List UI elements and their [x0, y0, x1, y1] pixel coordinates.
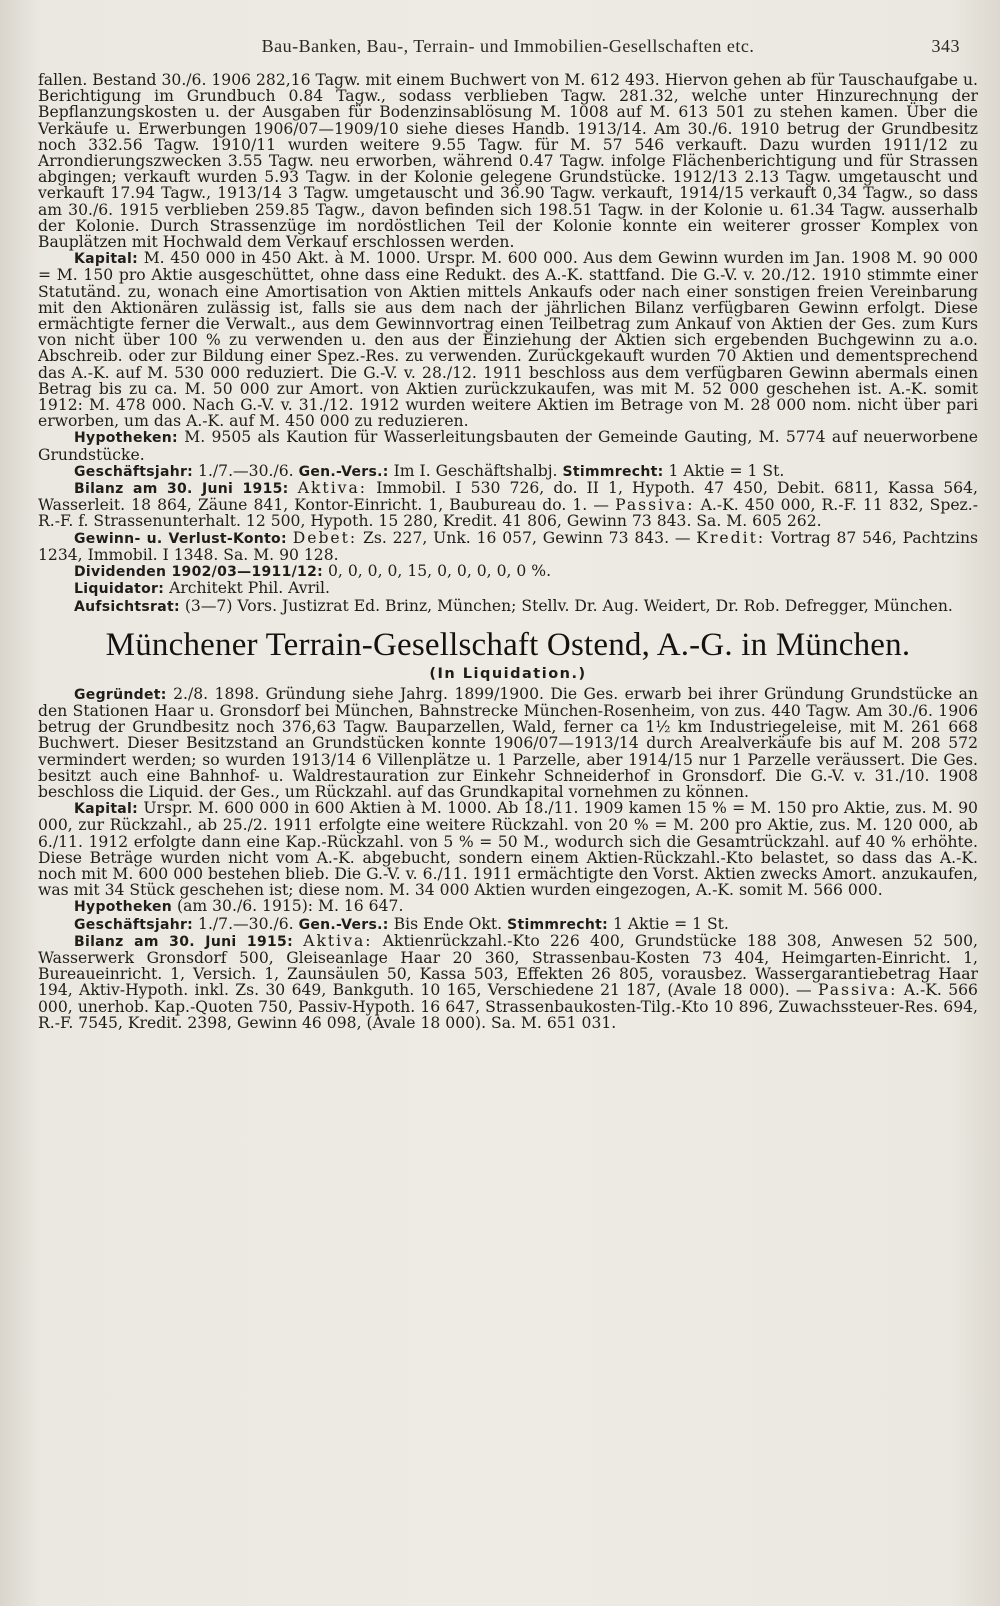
paragraph-bilanz: [38, 480, 978, 530]
label-kapital: Kapital:: [74, 251, 139, 268]
text-passiva: A.-K. 450 000, R.-F. 11 832, Spez.-R.-F. f. Strassenunterhalt. 12 500, Hypoth. 15 280, Kredit. 41 806, Gewinn 73 843. Sa. M. 605 262.: [38, 496, 979, 531]
text-kapital: M. 450 000 in 450 Akt. à M. 1000. Urspr. M. 600 000. Aus dem Gewinn wurden im Jan. 1908 M. 90 000 = M. 150 pro Aktie ausgeschüttet, ohne dass eine Redukt. des A.-K. stattfand. Die G.-V. v. 20./12. 1910 stimmte einer Statutänd. zu, wonach eine Amortisation von Aktien mittels Ankaufs oder nach einer sonstigen freien Vereinbarung mit den Aktionären zulässig ist, falls sie aus dem nach der jährlichen Bilanz verfügbaren Gewinn erfolgt. Diese ermächtigte ferner die Verwalt., aus dem Gewinnvortrag einen Teilbetrag zum Ankauf von Aktien der Ges. zum Kurs von nicht über 100 % zu verwenden u. den aus der Einziehung der Aktien sich ergebenden Buchgewinn zu a.o. Abschreib. oder zur Bildung einer Spez.-Res. zu verwenden. Zurückgekauft wurden 70 Aktien und dementsprechend das A.-K. auf M. 530 000 reduziert. Die G.-V. v. 28./12. 1911 beschloss aus dem verfügbaren Gewinn abermals einen Betrag bis zu ca. M. 50 000 zur Amort. von Aktien zurückzukaufen, was mit M. 52 000 geschehen ist. A.-K. somit 1912: M. 478 000. Nach G.-V. v. 31./12. 1912 wurden weitere Aktien im Betrage von M. 28 000 nom. nicht über pari erworben, um das A.-K. auf M. 450 000 zu reduzieren.: [38, 249, 978, 431]
text-kapital-ostend: Urspr. M. 600 000 in 600 Aktien à M. 1000. Ab 18./11. 1909 kamen 15 % = M. 150 pro Aktie, zus. M. 90 000, zur Rückzahl., ab 25./2. 1911 erfolgte eine weitere Rückzahl. von 20 % = M. 200 pro Aktie, zus. M. 120 000, ab 6./11. 1912 erfolgte dann eine Kap.-Rückzahl. von 5 % = 50 M., wodurch sich die Gesamtrückzahl. auf 40 % erhöhte. Diese Beträge wurden nicht vom A.-K. abgebucht, sondern einem Aktien-Rückzahl.-Kto belastet, so dass das A.-K. noch mit M. 600 000 bestehen blieb. Die G.-V. v. 6./11. 1911 ermächtigte den Vorst. Aktien zwecks Amort. anzukaufen, was mit 34 Stück geschehen ist; diese nom. M. 34 000 Aktien wurden eingezogen, A.-K. somit M. 566 000.: [38, 799, 978, 900]
text-geschaeftsjahr-ostend: 1./7.—30./6.: [198, 914, 294, 933]
text-aktiva: Immobil. I 530 726, do. II 1, Hypoth. 47 450, Debit. 6811, Kassa 564, Wasserleit. 18 864, Zäune 841, Kontor-Einricht. 1, Baubureau do. 1. —: [38, 479, 978, 515]
paragraph-aufsichtsrat: [38, 598, 978, 615]
text-kredit: Vortrag 87 546, Pachtzins 1234, Immobil. I 1348. Sa. M. 90 128.: [38, 528, 979, 564]
running-title: Bau-Banken, Bau-, Terrain- und Immobilien-Gesellschaften etc.: [261, 36, 755, 56]
text-gegruendet: 2./8. 1898. Gründung siehe Jahrg. 1899/1900. Die Ges. erwarb bei ihrer Gründung Grundstücke an den Stationen Haar u. Gronsdorf bei München, Bahnstrecke München-Rosenheim, von zus. 440 Tagw. Am 30./6. 1906 betrug der Grundbesitz noch 376,63 Tagw. Bauparzellen, Wald, ferner ca 1½ km Industriegeleise, mit M. 261 668 Buchwert. Dieser Besitzstand an Grundstücken konnte 1906/07—1913/14 durch Arealverkäufe bis auf M. 208 572 vermindert werden; so wurden 1913/14 6 Villenplätze u. 1 Parzelle, aber 1914/15 nur 1 Parzelle veräussert. Die Ges. besitzt auch eine Bahnhof- u. Waldrestauration zur Einkehr Schneiderhof in Gronsdorf. Die G.-V. v. 31./10. 1908 beschloss die Liquid. der Ges., um Rückzahl. auf das Grundkapital vornehmen zu können.: [38, 684, 978, 801]
text-stimmrecht: 1 Aktie = 1 St.: [668, 461, 785, 480]
paragraph-bilanz-ostend: [38, 933, 978, 1031]
paragraph-dividenden: [38, 563, 978, 580]
label-aufsichtsrat: Aufsichtsrat:: [74, 598, 180, 615]
label-gewinn-verlust: Gewinn- u. Verlust-Konto:: [74, 530, 287, 547]
label-passiva-ostend: Passiva:: [817, 981, 898, 1000]
text-aufsichtsrat: (3—7) Vors. Justizrat Ed. Brinz, München; Stellv. Dr. Aug. Weidert, Dr. Rob. Defregger, München.: [184, 596, 953, 615]
paragraph-geschaeftsjahr-ostend: [38, 916, 978, 933]
label-stimmrecht: Stimmrecht:: [562, 463, 664, 480]
paragraph-liquidator: [38, 580, 978, 597]
label-aktiva-ostend: Aktiva:: [303, 931, 373, 950]
label-dividenden: Dividenden 1902/03—1911/12:: [74, 564, 324, 581]
label-kapital-ostend: Kapital:: [74, 801, 139, 818]
text-hypotheken-ostend: (am 30./6. 1915): M. 16 647.: [177, 897, 404, 916]
text-liquidator: Architekt Phil. Avril.: [169, 579, 330, 598]
company-subtitle: (In Liquidation.): [429, 665, 587, 682]
text-aktiva-ostend: Aktienrückzahl.-Kto 226 400, Grundstücke 188 308, Anwesen 52 500, Wasserwerk Gronsdorf 500, Gleiseanlage Haar 20 360, Strassenbau-Kosten 73 404, Heimgarten-Einricht. 1, Bureaueinricht. 1, Versich. 1, Zaunsäulen 50, Kassa 503, Effekten 26 805, vorausbez. Wassergarantiebetrag Haar 194, Aktiv-Hypoth. inkl. Zs. 30 649, Bankguth. 10 165, Verschiedene 21 187, (Avale 18 000). —: [38, 931, 978, 1000]
text-passiva-ostend: A.-K. 566 000, unerhob. Kap.-Quoten 750, Passiv-Hypoth. 16 647, Strassenbaukosten-Tilg.-Kto 10 896, Zuwachssteuer-Res. 694, R.-F. 7545, Kredit. 2398, Gewinn 46 098, (Avale 18 000). Sa. M. 651 031.: [38, 981, 978, 1032]
section-previous-company: [38, 72, 978, 615]
text-genvers: Im I. Geschäftshalbj.: [393, 461, 558, 480]
paragraph-kapital-ostend: [38, 800, 978, 898]
paragraph-grundbesitz: fallen. Bestand 30./6. 1906 282,16 Tagw. mit einem Buchwert von M. 612 493. Hiervon gehen ab für Tauschaufgabe u. Berichtigung im Grundbuch 0.84 Tagw., sodass verblieben Tagw. 281.32, welche unter Hinzurechnung der Bepflanzungskosten u. der Ausgaben für Bodenzinsablösung M. 1008 auf M. 613 501 zu stehen kamen. Über die Verkäufe u. Erwerbungen 1906/07—1909/10 siehe dieses Handb. 1913/14. Am 30./6. 1910 betrug der Grundbesitz noch 332.56 Tagw. 1910/11 wurden weitere 9.55 Tagw. für M. 57 546 verkauft. Dazu wurden 1911/12 zu Arrondierungszwecken 3.55 Tagw. neu erworben, während 0.47 Tagw. infolge Flächenberichtigung und für Strassen abgingen; verkauft wurden 5.93 Tagw. in der Kolonie gelegene Grundstücke. 1912/13 2.13 Tagw. umgetauscht und verkauft 17.94 Tagw., 1913/14 3 Tagw. umgetauscht und 36.90 Tagw. verkauft, 1914/15 verkauft 0,34 Tagw., so dass am 30./6. 1915 verblieben 259.85 Tagw., davon befinden sich 198.51 Tagw. in der Kolonie u. 61.34 Tagw. ausserhalb der Kolonie. Durch Strassenzüge im nordöstlichen Teil der Kolonie konnte ein weiterer grosser Komplex von Bauplätzen mit Hochwald dem Verkauf erschlossen werden.: [38, 71, 978, 252]
text-geschaeftsjahr: 1./7.—30./6.: [198, 461, 294, 480]
label-aktiva: Aktiva:: [297, 479, 368, 498]
label-stimmrecht-ostend: Stimmrecht:: [507, 916, 609, 933]
label-gegruendet: Gegründet:: [74, 686, 167, 703]
company-title: Münchener Terrain-Gesellschaft Ostend, A.-G. in München.: [105, 626, 911, 663]
label-liquidator: Liquidator:: [74, 581, 165, 598]
label-hypotheken: Hypotheken:: [74, 430, 178, 447]
paragraph-hypotheken-ostend: [38, 898, 978, 915]
label-bilanz-ostend: Bilanz am 30. Juni 1915:: [74, 933, 293, 950]
label-kredit: Kredit:: [696, 528, 766, 547]
text-hypotheken: M. 9505 als Kaution für Wasserleitungsbauten der Gemeinde Gauting, M. 5774 auf neuerworbene Grundstücke.: [38, 428, 978, 464]
label-hypotheken-ostend: Hypotheken: [74, 899, 173, 916]
paragraph-geschaeftsjahr: [38, 463, 978, 480]
text-dividenden: 0, 0, 0, 0, 15, 0, 0, 0, 0, 0 %.: [327, 562, 552, 581]
paragraph-gegruendet: [38, 686, 978, 800]
page-header: [38, 36, 978, 58]
text-debet: Zs. 227, Unk. 16 057, Gewinn 73 843. —: [363, 528, 691, 547]
label-passiva: Passiva:: [615, 496, 695, 515]
paragraph-gewinn-verlust: [38, 530, 978, 563]
label-geschaeftsjahr: Geschäftsjahr:: [74, 463, 194, 480]
label-genvers-ostend: Gen.-Vers.:: [298, 916, 389, 933]
label-debet: Debet:: [292, 528, 358, 547]
paragraph-kapital: [38, 250, 978, 429]
label-bilanz: Bilanz am 30. Juni 1915:: [74, 481, 289, 498]
label-geschaeftsjahr-ostend: Geschäftsjahr:: [74, 916, 194, 933]
section-ostend: [38, 686, 978, 1031]
text-genvers-ostend: Bis Ende Okt.: [393, 914, 503, 933]
text-stimmrecht-ostend: 1 Aktie = 1 St.: [613, 914, 729, 933]
page-number: 343: [931, 36, 960, 56]
label-genvers: Gen.-Vers.:: [298, 463, 389, 480]
paragraph-hypotheken: [38, 429, 978, 462]
